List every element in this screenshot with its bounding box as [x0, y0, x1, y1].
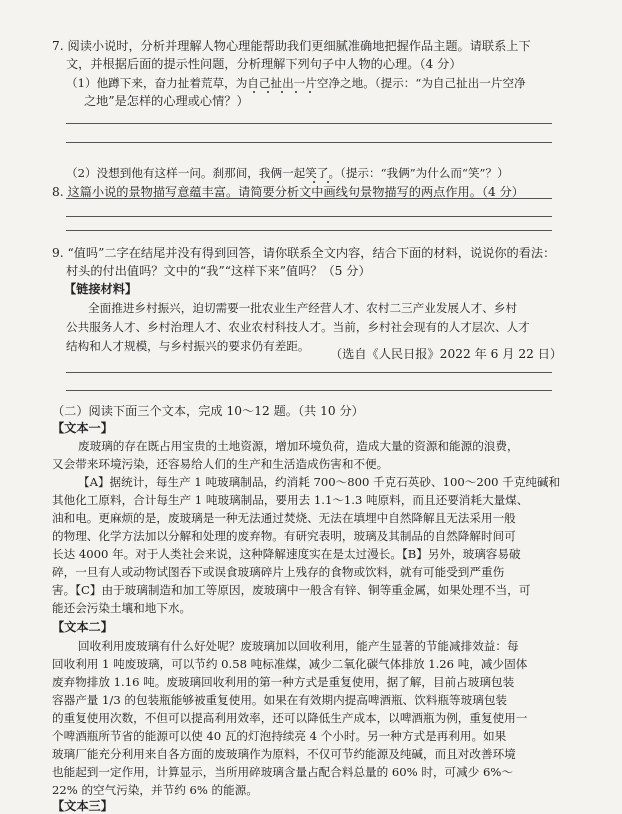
- text1-line: 碎，一旦有人或动物试图吞下或误食玻璃碎片上残存的食物或饮料，就有可能受到严重伤: [52, 565, 505, 579]
- text1-line: 害。【C】由于玻璃制造和加工等原因，废玻璃中一般含有锌、铜等重金属，如果处理不当，可: [52, 583, 531, 597]
- text1-line: 油和电。更麻烦的是，废玻璃是一种无法通过焚烧、无法在填埋中自然降解且无法采用一般: [52, 511, 516, 525]
- emphasis-dot: [267, 91, 269, 93]
- text1-line: 废玻璃的存在既占用宝贵的土地资源，增加环境负荷，造成大量的资源和能源的浪费，: [78, 439, 519, 453]
- part2-heading: （二）阅读下面三个文本，完成 10～12 题。（共 10 分）: [52, 404, 364, 418]
- emphasis-dot: [253, 91, 255, 93]
- q7-sub2: （2）没想到他有这样一问。刹那间，我俩一起笑了。（提示：“我俩”为什么而“笑”？）: [66, 166, 509, 180]
- text1-line: 其他化工原料，合计每生产 1 吨玻璃制品，要用去 1.1～1.3 吨原料，而且还要消耗大量煤、: [52, 493, 529, 507]
- text2-line: 容器产量 1/3 的包装瓶能够被重复使用。如果在有效期内提高啤酒瓶、饮料瓶等玻璃包装: [52, 693, 508, 707]
- emphasis-dot: [327, 181, 329, 183]
- text2-title: 【文本二】: [52, 620, 113, 634]
- text2-line: 22% 的空气污染，并节约 6% 的能源。: [52, 783, 258, 797]
- answer-line[interactable]: [66, 216, 552, 217]
- text2-line: 也能起到一定作用，计算显示，当所用碎玻璃含量占配合料总量的 60% 时，可减少 6%～: [52, 765, 514, 779]
- text3-title-cutoff: 【文本三】: [52, 799, 113, 813]
- q9-line1: 9. “值吗”二字在结尾并没有得到回答，请你联系全文内容，结合下面的材料，说说你的看法：: [52, 246, 556, 260]
- text2-line: 个啤酒瓶所节省的能源可以使 40 瓦的灯泡持续亮 4 个小时。另一种方式是再利用。如果: [52, 729, 507, 743]
- text1-line: 长达 4000 年。对于人类社会来说，这种降解速度实在是太过漫长。【B】另外，玻璃容易破: [52, 547, 521, 561]
- emphasis-dot: [309, 91, 311, 93]
- q9-line2: 村头的付出值吗？文中的“我”“这样下来”值吗？（5 分）: [66, 264, 371, 278]
- answer-line[interactable]: [66, 390, 552, 391]
- text1-line: 又会带来环境污染，还容易给人们的生产和生活造成伤害和不便。: [52, 457, 389, 471]
- material-line: 全面推进乡村振兴，迫切需要一批农业生产经营人才、农村二三产业发展人才、乡村: [88, 301, 517, 315]
- q7-sub1-line2: 之地”是怎样的心理或心情？）: [84, 94, 249, 108]
- answer-line[interactable]: [66, 123, 552, 124]
- text1-line: 的物理、化学方法加以分解和处理的废弃物。有研究表明，玻璃及其制品的自然降解时间可: [52, 529, 516, 543]
- text2-line: 回收利用 1 吨废玻璃，可以节约 0.58 吨标准煤，减少二氧化碳气体排放 1.26 吨，减少固体: [52, 657, 528, 671]
- material-line: 结构和人才规模，与乡村振兴的要求仍有差距。: [66, 339, 310, 353]
- q7-line1: 7. 阅读小说时，分析并理解人物心理能帮助我们更细腻准确地把握作品主题。请联系上下: [52, 39, 531, 53]
- emphasis-dot: [295, 91, 297, 93]
- text2-line: 玻璃厂能充分利用来自各方面的废玻璃作为原料，不仅可节约能源及纯碱，而且对改善环境: [52, 747, 516, 761]
- emphasis-dot: [313, 181, 315, 183]
- q8-line1: 8. 这篇小说的景物描写意蕴丰富。请简要分析文中画线句景物描写的两点作用。（4 分）: [52, 185, 524, 199]
- emphasis-dot: [281, 91, 283, 93]
- material-source: （选自《人民日报》2022 年 6 月 22 日）: [330, 347, 563, 361]
- material-line: 公共服务人才、乡村治理人才、农业农村科技人才。当前，乡村社会现有的人才层次、人才: [66, 320, 530, 334]
- answer-line[interactable]: [66, 372, 552, 373]
- text1-line: 【A】据统计，每生产 1 吨玻璃制品，约消耗 700～800 千克石英砂、100～200 千克纯碱和: [78, 475, 561, 489]
- link-material-title: 【链接材料】: [64, 282, 138, 296]
- text2-line: 废弃物排放 1.16 吨。废玻璃回收利用的第一种方式是重复使用，据了解，目前占玻璃包装: [52, 675, 515, 689]
- q7-line2: 文，并根据后面的提示性问题，分析理解下列句子中人物的心理。（4 分）: [66, 57, 462, 71]
- answer-line[interactable]: [66, 230, 552, 231]
- q7-sub1-line1: （1）他蹲下来，奋力扯着荒草，为自己扯出一片空净之地。（提示：“为自己扯出一片空净: [66, 76, 526, 90]
- text2-line: 的重复使用次数，不但可以提高利用效率，还可以降低生产成本，以啤酒瓶为例，重复使用一: [52, 711, 528, 725]
- answer-line[interactable]: [66, 142, 552, 143]
- text1-title: 【文本一】: [52, 421, 113, 435]
- text1-line: 能还会污染土壤和地下水。: [52, 601, 192, 615]
- text2-line: 回收利用废玻璃有什么好处呢？废玻璃加以回收利用，能产生显著的节能减排效益：每: [78, 639, 519, 653]
